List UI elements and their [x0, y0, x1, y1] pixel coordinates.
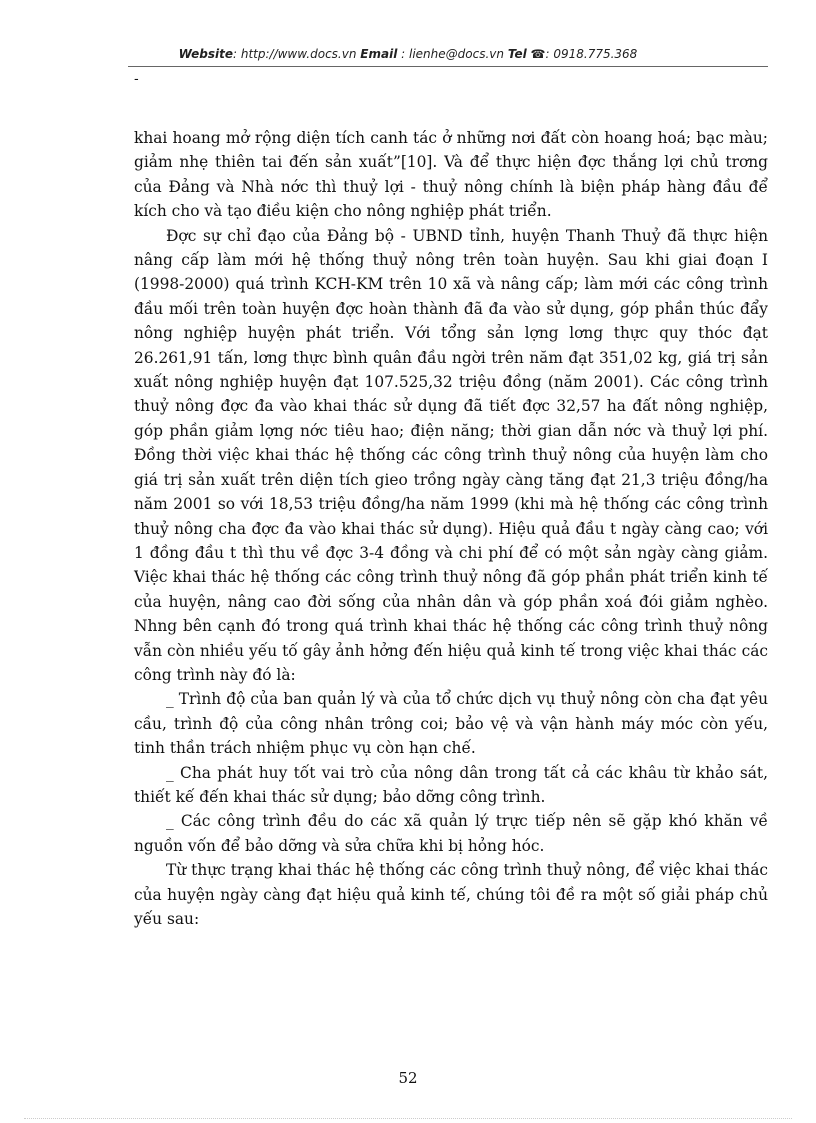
header-divider [128, 66, 768, 67]
list-item-farmers-role: _ Cha phát huy tốt vai trò của nông dân trong tất cả các khâu từ khảo sát, thiết kế đến khai thác sử dụng; bảo dỡng công trình. [134, 763, 768, 806]
page-header [0, 47, 816, 61]
page-number: 52 [398, 1069, 418, 1087]
email-label: Email [360, 47, 398, 61]
footer-divider [24, 1118, 792, 1119]
website-label: Website [178, 47, 233, 61]
website-value: : http://www.docs.vn [233, 47, 357, 61]
list-item-funding: _ Các công trình đều do các xã quản lý trực tiếp nên sẽ gặp khó khăn về nguồn vốn để bảo dỡng và sửa chữa khi bị hỏng hóc. [134, 812, 768, 855]
paragraph-continuation: khai hoang mở rộng diện tích canh tác ở những nơi đất còn hoang hoá; bạc màu; giảm nhẹ thiên tai đến sản xuất”[10]. Và để thực hiện đợc thắng lợi chủ trơng của Đảng và Nhà nớc thì thuỷ lợi - thuỷ nông chính là biện pháp hàng đầu để kích cho và tạo điều kiện cho nông nghiệp phát triển. [134, 129, 768, 221]
paragraph-main: Đợc sự chỉ đạo của Đảng bộ - UBND tỉnh, huyện Thanh Thuỷ đã thực hiện nâng cấp làm mới hệ thống thuỷ nông trên toàn huyện. Sau khi giai đoạn I (1998-2000) quá trình KCH-KM trên 10 xã và nâng cấp; làm mới các công trình đầu mối trên toàn huyện đợc hoàn thành đã đa vào sử dụng, góp phần thúc đẩy nông nghiệp huyện phát triển. Với tổng sản lợng lơng thực quy thóc đạt 26.261,91 tấn, lơng thực bình quân đầu ngời trên năm đạt 351,02 kg, giá trị sản xuất nông nghiệp huyện đạt 107.525,32 triệu đồng (năm 2001). Các công trình thuỷ nông đợc đa vào khai thác sử dụng đã tiết đợc 32,57 ha đất nông nghiệp, góp phần giảm lợng nớc tiêu hao; điện năng; thời gian dẫn nớc và thuỷ lợi phí. Đồng thời việc khai thác hệ thống các công trình thuỷ nông của huyện làm cho giá trị sản xuất trên diện tích gieo trồng ngày càng tăng đạt 21,3 triệu đồng/ha năm 2001 so với 18,53 triệu đồng/ha năm 1999 (khi mà hệ thống các công trình thuỷ nông cha đợc đa vào khai thác sử dụng). Hiệu quả đầu t ngày càng cao; với 1 đồng đầu t thì thu về đợc 3-4 đồng và chi phí để có một sản ngày càng giảm. Việc khai thác hệ thống các công trình thuỷ nông đã góp phần phát triển kinh tế của huyện, nâng cao đời sống của nhân dân và góp phần xoá đói giảm nghèo. Nhng bên cạnh đó trong quá trình khai thác hệ thống các công trình thuỷ nông vẫn còn nhiều yếu tố gây ảnh hởng đến hiệu quả kinh tế trong việc khai thác các công trình này đó là: [134, 226, 768, 684]
email-value: : lienhe@docs.vn [401, 47, 504, 61]
tel-value: : 0918.775.368 [545, 47, 638, 61]
paragraph-conclusion: Từ thực trạng khai thác hệ thống các công trình thuỷ nông, để việc khai thác của huyện ngày càng đạt hiệu quả kinh tế, chúng tôi đề ra một số giải pháp chủ yếu sau: [134, 861, 768, 928]
phone-icon: ☎ [530, 47, 546, 61]
list-item-management: _ Trình độ của ban quản lý và của tổ chức dịch vụ thuỷ nông còn cha đạt yêu cầu, trình độ của công nhân trông coi; bảo vệ và vận hành máy móc còn yếu, tinh thần trách nhiệm phục vụ còn hạn chế. [134, 690, 768, 758]
tel-label: Tel [507, 47, 527, 61]
top-mark: - [134, 72, 139, 87]
document-body [134, 126, 768, 931]
